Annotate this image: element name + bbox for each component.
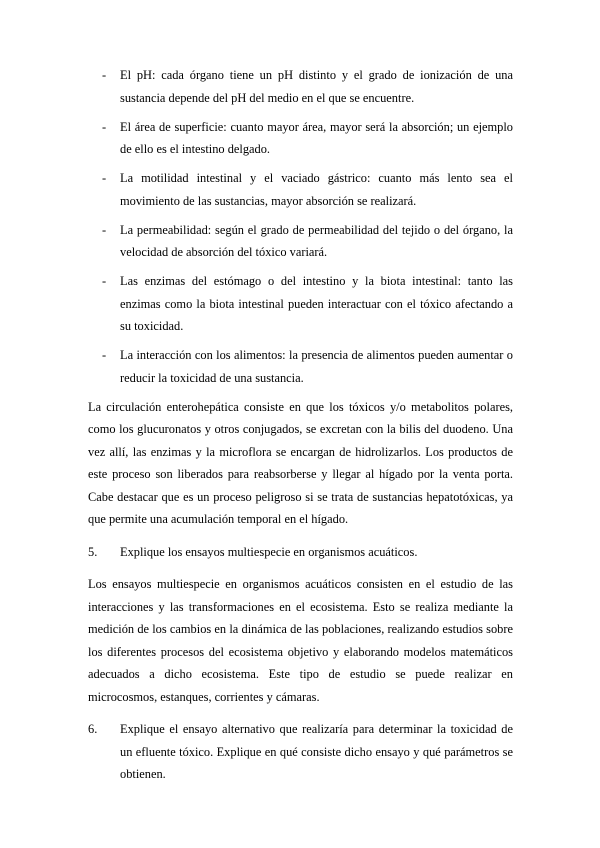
bullet-dash: -	[102, 171, 107, 185]
list-item-text: El área de superficie: cuanto mayor área, mayor será la absorción; un ejemplo de ello es el intestino delgado.	[120, 119, 513, 156]
list-item-text: Las enzimas del estómago o del intestino y la biota intestinal: tanto las enzimas como la biota intestinal pueden interactuar con el tóxico afectando a su toxicidad.	[120, 274, 513, 333]
question-6	[88, 718, 513, 786]
list-item	[88, 219, 513, 264]
bullet-dash: -	[102, 68, 107, 82]
list-item-text: La permeabilidad: según el grado de permeabilidad del tejido o del órgano, la velocidad de absorción del tóxico variará.	[120, 222, 513, 259]
bullet-dash: -	[102, 274, 107, 288]
list-item	[88, 270, 513, 338]
bullet-dash: -	[102, 119, 107, 134]
absorption-factors-list	[88, 64, 513, 389]
question-text: Explique el ensayo alternativo que realizaría para determinar la toxicidad de un efluente tóxico. Explique en qué consiste dicho ensayo y qué parámetros se obtienen.	[120, 722, 513, 781]
question-number: 6.	[88, 722, 98, 736]
list-item-text: La interacción con los alimentos: la presencia de alimentos pueden aumentar o reducir la toxicidad de una sustancia.	[120, 348, 513, 385]
list-item-text: La motilidad intestinal y el vaciado gástrico: cuanto más lento sea el movimiento de las sustancias, mayor absorción se realizará.	[120, 171, 513, 208]
list-item	[88, 344, 513, 389]
list-item-text: El pH: cada órgano tiene un pH distinto y el grado de ionización de una sustancia depende del pH del medio en el que se encuentre.	[120, 68, 513, 105]
enterohepatic-paragraph: La circulación enterohepática consiste en que los tóxicos y/o metabolitos polares, como los glucuronatos y otros conjugados, se excretan con la bilis del duodeno. Una vez allí, las enzimas y la microflora se encargan de hidrolizarlos. Los productos de este proceso son liberados para reabsorberse y llegar al hígado por la venta porta. Cabe destacar que es un proceso peligroso si se trata de sustancias hepatotóxicas, ya que permite una acumulación temporal en el hígado.	[88, 399, 513, 526]
question-5	[88, 541, 513, 564]
list-item	[88, 64, 513, 109]
list-item	[88, 167, 513, 212]
multispecies-paragraph: Los ensayos multiespecie en organismos acuáticos consisten en el estudio de las interacciones y las transformaciones en el ecosistema. Esto se realiza mediante la medición de los cambios en la dinámica de las poblaciones, realizando estudios sobre los diferentes procesos del ecosistema objetivo y elaborando modelos matemáticos adecuados a dicho ecosistema. Este tipo de estudio se puede realizar en microcosmos, estanques, corrientes y cámaras.	[88, 577, 513, 704]
page-content	[88, 64, 513, 796]
question-number: 5.	[88, 544, 98, 559]
bullet-dash: -	[102, 348, 107, 362]
bullet-dash: -	[102, 222, 107, 237]
list-item	[88, 116, 513, 161]
question-text: Explique los ensayos multiespecie en organismos acuáticos.	[120, 544, 418, 559]
